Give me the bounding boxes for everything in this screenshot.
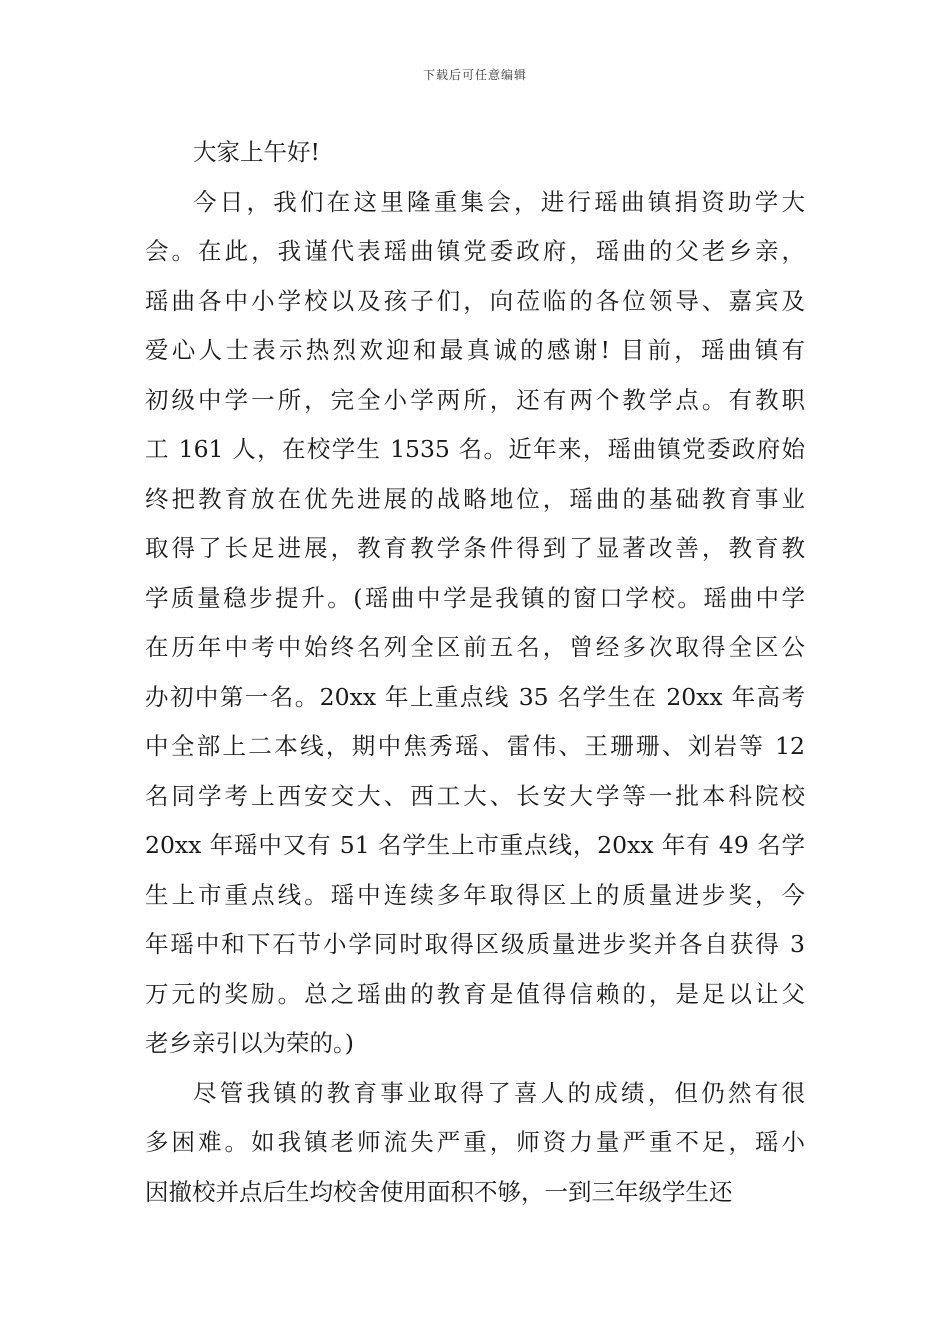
text-line: 办初中第一名。20xx 年上重点线 35 名学生在 20xx 年高考 — [145, 682, 805, 711]
text-line: 会。在此，我谨代表瑶曲镇党委政府，瑶曲的父老乡亲， — [145, 237, 805, 265]
text-line: 瑶曲各中小学校以及孩子们，向莅临的各位领导、嘉宾及 — [145, 286, 805, 315]
text-line: 中全部上二本线，期中焦秀瑶、雷伟、王珊珊、刘岩等 12 — [145, 732, 805, 760]
text-line: 老乡亲引以为荣的。) — [145, 1029, 354, 1057]
text-line: 生上市重点线。瑶中连续多年取得区上的质量进步奖，今 — [145, 880, 805, 909]
text-line: 爱心人士表示热烈欢迎和最真诚的感谢! 目前，瑶曲镇有 — [145, 336, 805, 364]
text-line: 终把教育放在优先进展的战略地位，瑶曲的基础教育事业 — [145, 484, 805, 513]
text-line: 万元的奖励。总之瑶曲的教育是值得信赖的，是足以让父 — [145, 979, 805, 1008]
text-line: 今日，我们在这里隆重集会，进行瑶曲镇捐资助学大 — [193, 187, 805, 216]
text-line: 取得了长足进展，教育教学条件得到了显著改善，教育教 — [145, 534, 805, 562]
text-line: 大家上午好! — [193, 138, 320, 166]
text-line: 学质量稳步提升。(瑶曲中学是我镇的窗口学校。瑶曲中学 — [145, 583, 805, 612]
document-body — [145, 128, 805, 1217]
text-line: 尽管我镇的教育事业取得了喜人的成绩，但仍然有很 — [193, 1078, 805, 1107]
text-line: 工 161 人，在校学生 1535 名。近年来，瑶曲镇党委政府始 — [145, 435, 805, 463]
text-line: 因撤校并点后生均校舍使用面积不够，一到三年级学生还 — [145, 1177, 733, 1206]
text-line: 多困难。如我镇老师流失严重，师资力量严重不足，瑶小 — [145, 1128, 805, 1156]
text-line: 年瑶中和下石节小学同时取得区级质量进步奖并各自获得 3 — [145, 930, 805, 958]
text-line: 在历年中考中始终名列全区前五名，曾经多次取得全区公 — [145, 633, 805, 661]
page-header-note: 下载后可任意编辑 — [422, 68, 527, 82]
text-line: 名同学考上西安交大、西工大、长安大学等一批本科院校 — [145, 781, 805, 810]
text-line: 初级中学一所，完全小学两所，还有两个教学点。有教职 — [145, 385, 805, 414]
text-line: 20xx 年瑶中又有 51 名学生上市重点线，20xx 年有 49 名学 — [145, 831, 805, 859]
